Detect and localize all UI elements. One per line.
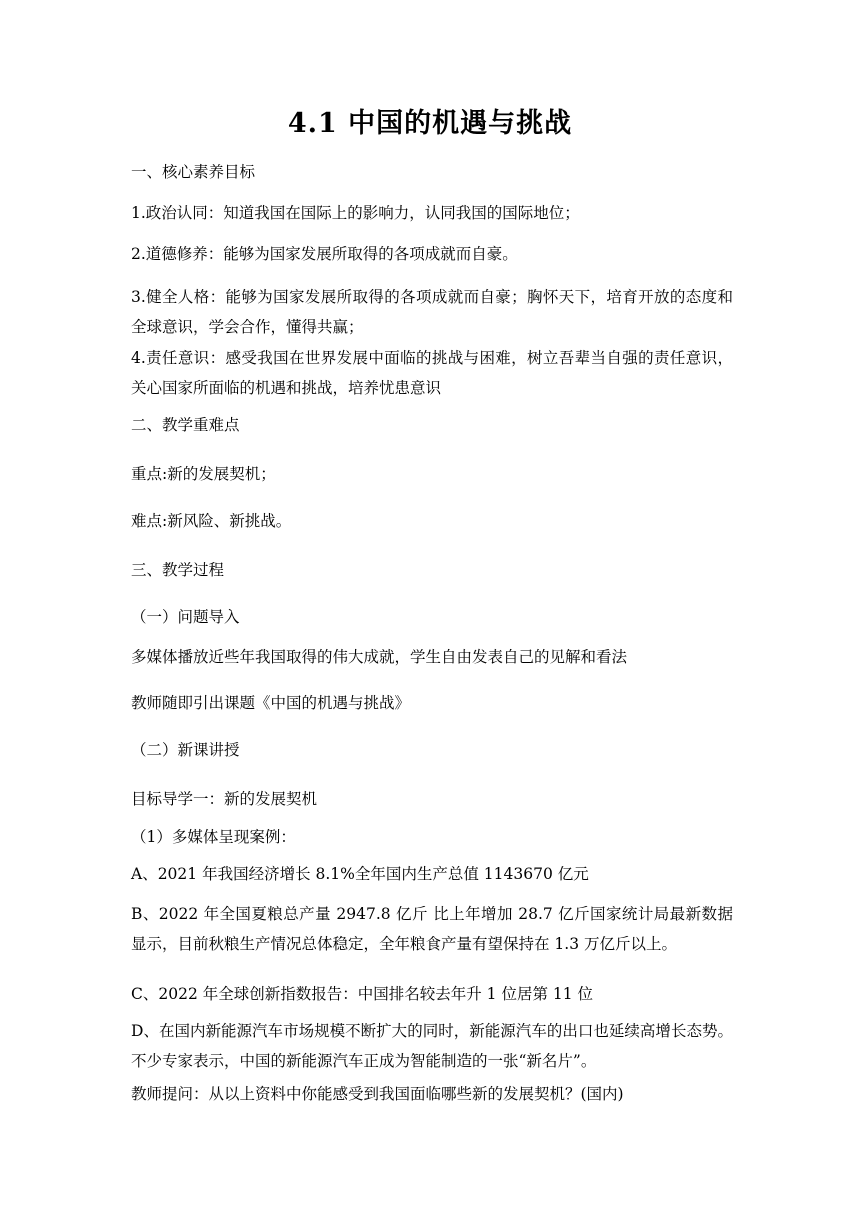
document-title: 4.1 中国的机遇与挑战: [287, 108, 573, 139]
teacher-question: 教师提问：从以上资料中你能感受到我国面临哪些新的发展契机？(国内): [131, 1085, 624, 1103]
subsection-heading-intro: （一）问题导入: [131, 608, 240, 626]
goal-personality: 3.健全人格：能够为国家发展所取得的各项成就而自豪；胸怀天下，培育开放的态度和全球意识，学会合作，懂得共赢；: [131, 288, 733, 336]
case-b: B、2022 年全国夏粮总产量 2947.8 亿斤 比上年增加 28.7 亿斤国家统计局最新数据显示，目前秋粮生产情况总体稳定，全年粮食产量有望保持在 1.3 万亿斤以上。: [131, 905, 733, 953]
section-heading-key-points: 二、教学重难点: [131, 416, 240, 434]
intro-activity: 多媒体播放近些年我国取得的伟大成就，学生自由发表自己的见解和看法: [131, 648, 628, 666]
case-d: D、在国内新能源汽车市场规模不断扩大的同时，新能源汽车的出口也延续高增长态势。不少专家表示，中国的新能源汽车正成为智能制造的一张“新名片”。: [131, 1022, 733, 1070]
case-a: A、2021 年我国经济增长 8.1%全年国内生产总值 1143670 亿元: [131, 865, 589, 883]
section-heading-process: 三、教学过程: [131, 561, 225, 579]
section-heading-goals: 一、核心素养目标: [131, 163, 256, 181]
goal-political: 1.政治认同：知道我国在国际上的影响力，认同我国的国际地位；: [131, 204, 580, 222]
case-heading: （1）多媒体呈现案例：: [131, 828, 296, 846]
key-point: 重点:新的发展契机；: [131, 465, 276, 483]
case-c: C、2022 年全球创新指数报告：中国排名较去年升 1 位居第 11 位: [131, 985, 594, 1003]
goal-responsibility: 4.责任意识：感受我国在世界发展中面临的挑战与困难，树立吾辈当自强的责任意识，关心国家所面临的机遇和挑战，培养忧患意识: [131, 349, 733, 397]
subsection-heading-new-lesson: （二）新课讲授: [131, 741, 240, 759]
difficult-point: 难点:新风险、新挑战。: [131, 512, 292, 530]
intro-topic: 教师随即引出课题《中国的机遇与挑战》: [131, 694, 411, 712]
learning-target-1: 目标导学一：新的发展契机: [131, 790, 318, 808]
goal-moral: 2.道德修养：能够为国家发展所取得的各项成就而自豪。: [131, 245, 518, 263]
